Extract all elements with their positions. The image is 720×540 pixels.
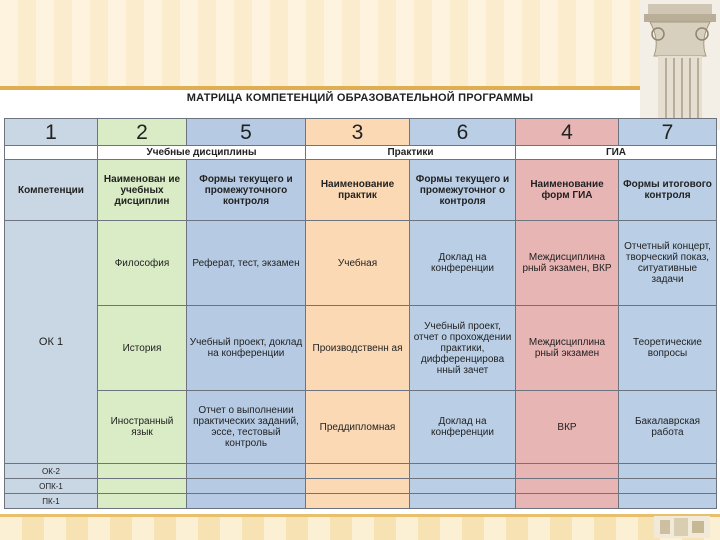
group-header-empty: [5, 146, 98, 160]
practice-cell: Производственн ая: [306, 306, 410, 391]
empty-cell: [516, 464, 619, 479]
competency-cell: ОК-2: [5, 464, 98, 479]
empty-cell: [516, 494, 619, 509]
table-row: [5, 221, 717, 306]
empty-cell: [619, 479, 717, 494]
header-discipline-forms: Формы текущего и промежуточного контроля: [187, 160, 306, 221]
header-discipline-names: Наименован ие учебных дисциплин: [98, 160, 187, 221]
practice-form-cell: Доклад на конференции: [410, 391, 516, 464]
empty-cell: [306, 479, 410, 494]
group-header-gia: ГИА: [516, 146, 717, 160]
empty-cell: [619, 464, 717, 479]
column-header-row: [5, 160, 717, 221]
empty-cell: [410, 479, 516, 494]
header-competencies: Компетенции: [5, 160, 98, 221]
competency-cell: ОПК-1: [5, 479, 98, 494]
discipline-cell: Философия: [98, 221, 187, 306]
header-practice-names: Наименование практик: [306, 160, 410, 221]
discipline-cell: История: [98, 306, 187, 391]
discipline-form-cell: Реферат, тест, экзамен: [187, 221, 306, 306]
practice-cell: Преддипломная: [306, 391, 410, 464]
empty-cell: [516, 479, 619, 494]
header-final-forms: Формы итогового контроля: [619, 160, 717, 221]
discipline-form-cell: Отчет о выполнении практических заданий, эссе, тестовый контроль: [187, 391, 306, 464]
gia-cell: Междисциплина рный экзамен, ВКР: [516, 221, 619, 306]
table-row: [5, 479, 717, 494]
empty-cell: [187, 494, 306, 509]
table-row: [5, 494, 717, 509]
table-row: [5, 464, 717, 479]
footer-decoration: [0, 514, 720, 540]
practice-form-cell: Доклад на конференции: [410, 221, 516, 306]
gia-cell: ВКР: [516, 391, 619, 464]
empty-cell: [98, 494, 187, 509]
final-form-cell: Отчетный концерт, творческий показ, ситуативные задачи: [619, 221, 717, 306]
column-number: 1: [5, 119, 98, 146]
group-header-disciplines: Учебные дисциплины: [98, 146, 306, 160]
column-number: 7: [619, 119, 717, 146]
empty-cell: [306, 494, 410, 509]
column-pillar-image: [640, 0, 720, 130]
header-practice-forms: Формы текущего и промежуточног о контроля: [410, 160, 516, 221]
column-number: 4: [516, 119, 619, 146]
page-title: МАТРИЦА КОМПЕТЕНЦИЙ ОБРАЗОВАТЕЛЬНОЙ ПРОГРАММЫ: [186, 92, 534, 104]
empty-cell: [306, 464, 410, 479]
empty-cell: [410, 494, 516, 509]
table-row: [5, 391, 717, 464]
practice-cell: Учебная: [306, 221, 410, 306]
competency-matrix-table: [4, 118, 717, 509]
column-number: 6: [410, 119, 516, 146]
empty-cell: [410, 464, 516, 479]
group-header-row: [5, 146, 717, 160]
discipline-form-cell: Учебный проект, доклад на конференции: [187, 306, 306, 391]
corner-ornament-image: [654, 516, 710, 538]
empty-cell: [98, 479, 187, 494]
column-number: 3: [306, 119, 410, 146]
column-number: 5: [187, 119, 306, 146]
empty-cell: [619, 494, 717, 509]
final-form-cell: Теоретические вопросы: [619, 306, 717, 391]
header-decoration: [0, 0, 640, 86]
competency-ok1: ОК 1: [5, 221, 98, 464]
group-header-practices: Практики: [306, 146, 516, 160]
empty-cell: [187, 464, 306, 479]
competency-cell: ПК-1: [5, 494, 98, 509]
column-number: 2: [98, 119, 187, 146]
table-row: [5, 306, 717, 391]
final-form-cell: Бакалаврская работа: [619, 391, 717, 464]
gia-cell: Междисциплина рный экзамен: [516, 306, 619, 391]
empty-cell: [187, 479, 306, 494]
empty-cell: [98, 464, 187, 479]
discipline-cell: Иностранный язык: [98, 391, 187, 464]
column-number-row: [5, 119, 717, 146]
header-gia-names: Наименование форм ГИА: [516, 160, 619, 221]
practice-form-cell: Учебный проект, отчет о прохождении практики, дифференцирова нный зачет: [410, 306, 516, 391]
